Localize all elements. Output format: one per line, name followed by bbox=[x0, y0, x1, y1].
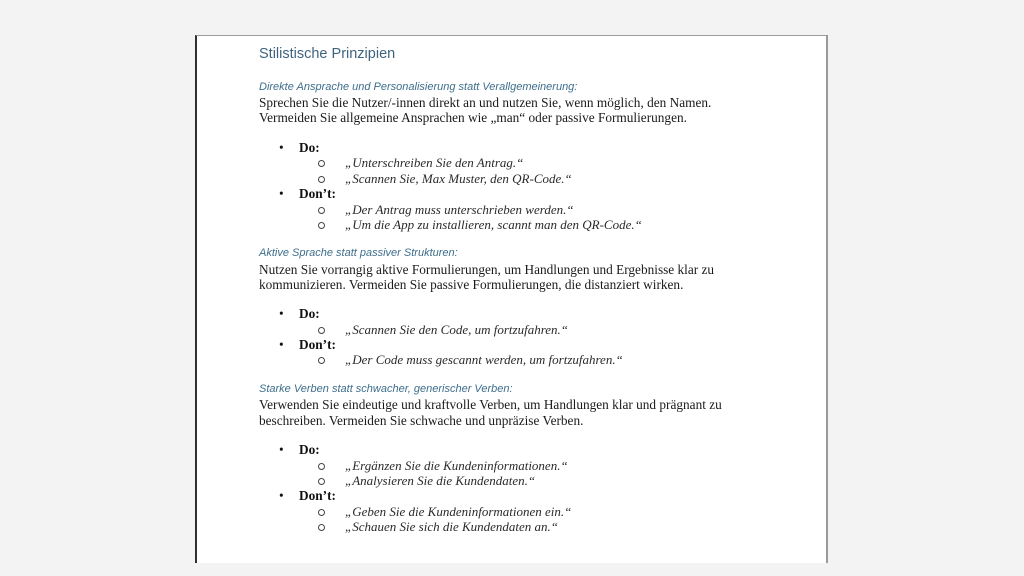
dont-example: „Schauen Sie sich die Kundendaten an.“ bbox=[345, 519, 558, 535]
circle-bullet-icon bbox=[318, 160, 325, 167]
circle-bullet-icon bbox=[318, 222, 325, 229]
circle-bullet-icon bbox=[318, 207, 325, 214]
do-label: • Do: bbox=[279, 140, 320, 155]
body-line: Sprechen Sie die Nutzer/-innen direkt an und nutzen Sie, wenn möglich, den Namen. bbox=[259, 95, 712, 110]
document-page bbox=[195, 35, 828, 563]
section-heading: Direkte Ansprache und Personalisierung statt Verallgemeinerung: bbox=[259, 81, 578, 93]
do-example: „Analysieren Sie die Kundendaten.“ bbox=[345, 473, 535, 489]
do-example: „Scannen Sie den Code, um fortzufahren.“ bbox=[345, 322, 568, 338]
circle-bullet-icon bbox=[318, 509, 325, 516]
dont-example: „Um die App zu installieren, scannt man den QR-Code.“ bbox=[345, 217, 642, 233]
dont-example: „Der Antrag muss unterschrieben werden.“ bbox=[345, 202, 574, 218]
circle-bullet-icon bbox=[318, 357, 325, 364]
bullet-icon: • bbox=[279, 442, 284, 457]
do-label: • Do: bbox=[279, 306, 320, 321]
bullet-icon: • bbox=[279, 306, 284, 321]
body-line: Nutzen Sie vorrangig aktive Formulierungen, um Handlungen und Ergebnisse klar zu bbox=[259, 262, 715, 277]
dont-label: • Don’t: bbox=[279, 488, 336, 503]
bullet-icon: • bbox=[279, 186, 284, 201]
bullet-icon: • bbox=[279, 337, 284, 352]
body-line: Verwenden Sie eindeutige und kraftvolle Verben, um Handlungen klar und prägnant zu bbox=[259, 397, 722, 412]
body-line: beschreiben. Vermeiden Sie schwache und unpräzise Verben. bbox=[259, 413, 584, 428]
circle-bullet-icon bbox=[318, 463, 325, 470]
do-label: • Do: bbox=[279, 442, 320, 457]
dont-example: „Geben Sie die Kundeninformationen ein.“ bbox=[345, 504, 571, 520]
circle-bullet-icon bbox=[318, 478, 325, 485]
dont-label: • Don’t: bbox=[279, 186, 336, 201]
dont-example: „Der Code muss gescannt werden, um fortzufahren.“ bbox=[345, 352, 623, 368]
section-heading: Starke Verben statt schwacher, generischer Verben: bbox=[259, 383, 513, 395]
circle-bullet-icon bbox=[318, 327, 325, 334]
bullet-icon: • bbox=[279, 488, 284, 503]
body-line: Vermeiden Sie allgemeine Ansprachen wie „man“ oder passive Formulierungen. bbox=[259, 110, 687, 125]
bullet-icon: • bbox=[279, 140, 284, 155]
section-heading: Aktive Sprache statt passiver Strukturen: bbox=[259, 247, 458, 259]
dont-label: • Don’t: bbox=[279, 337, 336, 352]
body-line: kommunizieren. Vermeiden Sie passive Formulierungen, die distanziert wirken. bbox=[259, 277, 684, 292]
circle-bullet-icon bbox=[318, 524, 325, 531]
do-example: „Scannen Sie, Max Muster, den QR-Code.“ bbox=[345, 171, 572, 187]
do-example: „Ergänzen Sie die Kundeninformationen.“ bbox=[345, 458, 568, 474]
do-example: „Unterschreiben Sie den Antrag.“ bbox=[345, 155, 523, 171]
circle-bullet-icon bbox=[318, 176, 325, 183]
page-title: Stilistische Prinzipien bbox=[259, 46, 396, 62]
